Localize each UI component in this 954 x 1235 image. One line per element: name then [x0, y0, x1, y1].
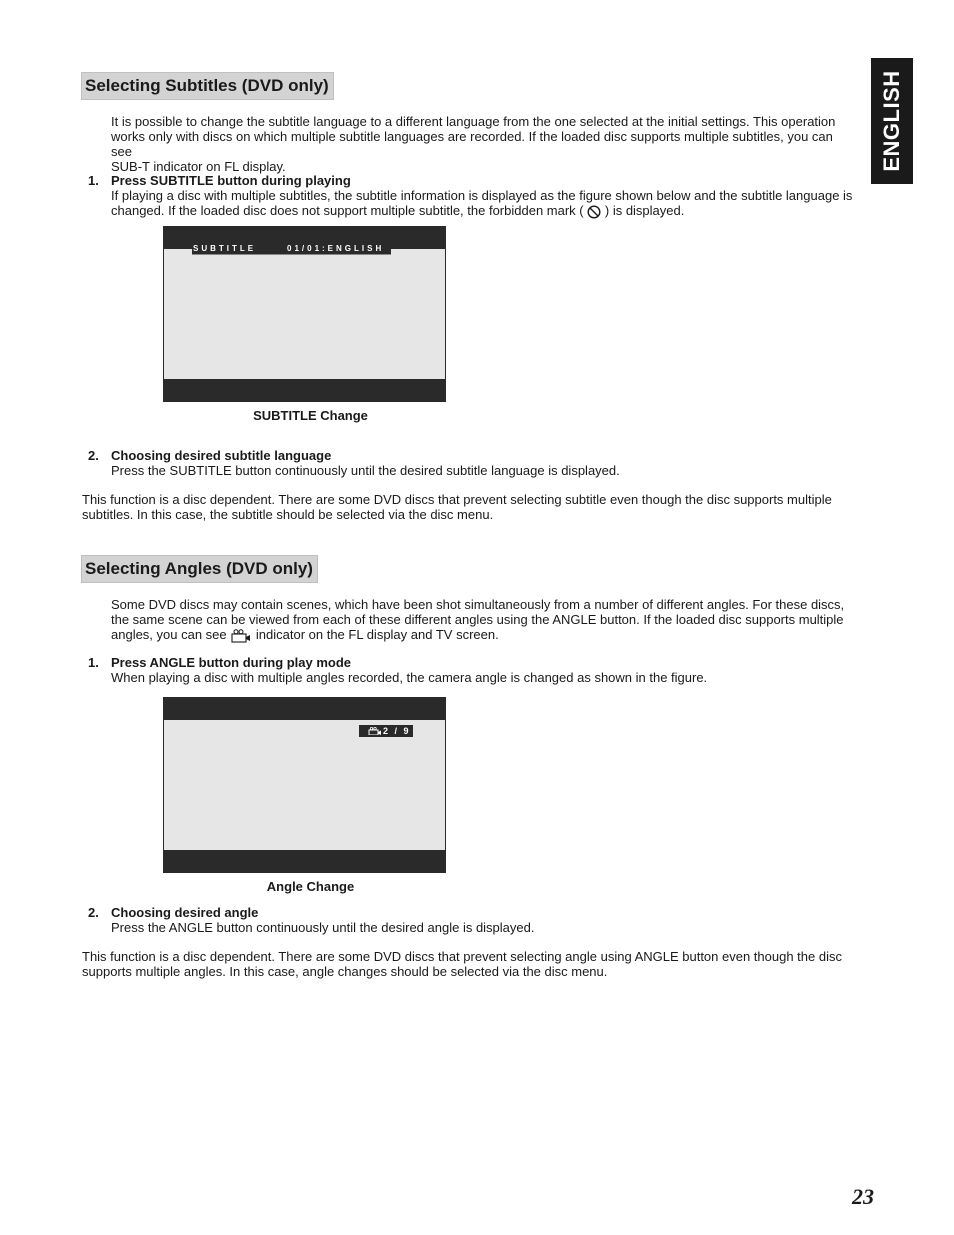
subtitles-step1: [111, 173, 856, 219]
subtitle-osd-value: 01/01:ENGLISH: [287, 244, 385, 253]
angles-step1: [111, 655, 856, 685]
subtitles-step1-line-2: [111, 203, 856, 219]
angle-osd-value: 2 / 9: [383, 726, 411, 736]
angles-note-line-1: This function is a disc dependent. There are some DVD discs that prevent selecting angle using ANGLE button even though the disc: [82, 949, 842, 964]
angle-figure-caption: Angle Change: [266, 879, 355, 894]
angles-note: [82, 949, 857, 979]
osd-camera-angle-icon: [368, 727, 382, 735]
subtitles-note: [82, 492, 857, 522]
subtitles-step1-line-1: If playing a disc with multiple subtitles, the subtitle information is displayed as the figure shown below and the subtitle language is: [111, 188, 853, 203]
angles-step1-title: Press ANGLE button during play mode: [111, 655, 352, 670]
screen-bottom-bar: [164, 850, 445, 872]
angles-step2-number: 2.: [88, 905, 99, 920]
angle-screen-figure: [163, 697, 446, 873]
angles-intro: [111, 597, 856, 643]
subtitles-intro-line-1: It is possible to change the subtitle language to a different language from the one selected at the initial settings. This operation: [111, 114, 836, 129]
subtitles-step2: [111, 448, 856, 478]
subtitle-figure-caption: SUBTITLE Change: [253, 408, 368, 423]
subtitles-heading: Selecting Subtitles (DVD only): [81, 72, 334, 100]
angles-step2: [111, 905, 856, 935]
subtitle-osd-label: SUBTITLE: [193, 244, 257, 253]
language-tab: [871, 58, 913, 184]
subtitles-step1-number: 1.: [88, 173, 99, 188]
subtitles-note-line-2: subtitles. In this case, the subtitle should be selected via the disc menu.: [82, 507, 494, 522]
subtitles-step2-number: 2.: [88, 448, 99, 463]
subtitles-step2-line-1: Press the SUBTITLE button continuously until the desired subtitle language is displayed.: [111, 463, 620, 478]
subtitles-step1-line-2-end: ) is displayed.: [604, 203, 685, 218]
angles-note-line-2: supports multiple angles. In this case, angle changes should be selected via the disc menu.: [82, 964, 608, 979]
subtitles-step1-title: Press SUBTITLE button during playing: [111, 173, 351, 188]
subtitles-intro-line-2: works only with discs on which multiple subtitle languages are recorded. If the loaded disc supports multiple subtitles, you can see: [111, 129, 833, 159]
language-tab-label: ENGLISH: [879, 70, 904, 172]
subtitles-step2-title: Choosing desired subtitle language: [111, 448, 332, 463]
screen-bottom-bar: [164, 379, 445, 401]
subtitles-step1-line-2-start: changed. If the loaded disc does not support multiple subtitle, the forbidden mark (: [111, 203, 584, 218]
angles-step2-line-1: Press the ANGLE button continuously until the desired angle is displayed.: [111, 920, 535, 935]
angles-intro-line-3-end: indicator on the FL display and TV screen.: [255, 627, 499, 642]
subtitle-osd: [192, 243, 391, 255]
angle-osd: [359, 725, 413, 737]
subtitles-intro-line-3: SUB-T indicator on FL display.: [111, 159, 286, 174]
camera-angle-icon: [230, 629, 252, 643]
subtitles-note-line-1: This function is a disc dependent. There are some DVD discs that prevent selecting subtitle even though the disc supports multiple: [82, 492, 832, 507]
angles-step1-number: 1.: [88, 655, 99, 670]
angles-intro-line-1: Some DVD discs may contain scenes, which have been shot simultaneously from a number of different angles. For these discs,: [111, 597, 845, 612]
angles-intro-line-3: [111, 627, 856, 643]
angles-heading: Selecting Angles (DVD only): [81, 555, 318, 583]
screen-top-bar: [164, 698, 445, 720]
angles-step1-line-1: When playing a disc with multiple angles recorded, the camera angle is changed as shown in the figure.: [111, 670, 708, 685]
forbidden-mark-icon: [587, 205, 601, 219]
page-number: 23: [852, 1184, 874, 1209]
angles-intro-line-2: the same scene can be viewed from each of these different angles using the ANGLE button. If the loaded disc supports multiple: [111, 612, 844, 627]
subtitle-screen-figure: [163, 226, 446, 402]
subtitles-intro: [111, 114, 856, 174]
angles-step2-title: Choosing desired angle: [111, 905, 259, 920]
angles-intro-line-3-start: angles, you can see: [111, 627, 227, 642]
